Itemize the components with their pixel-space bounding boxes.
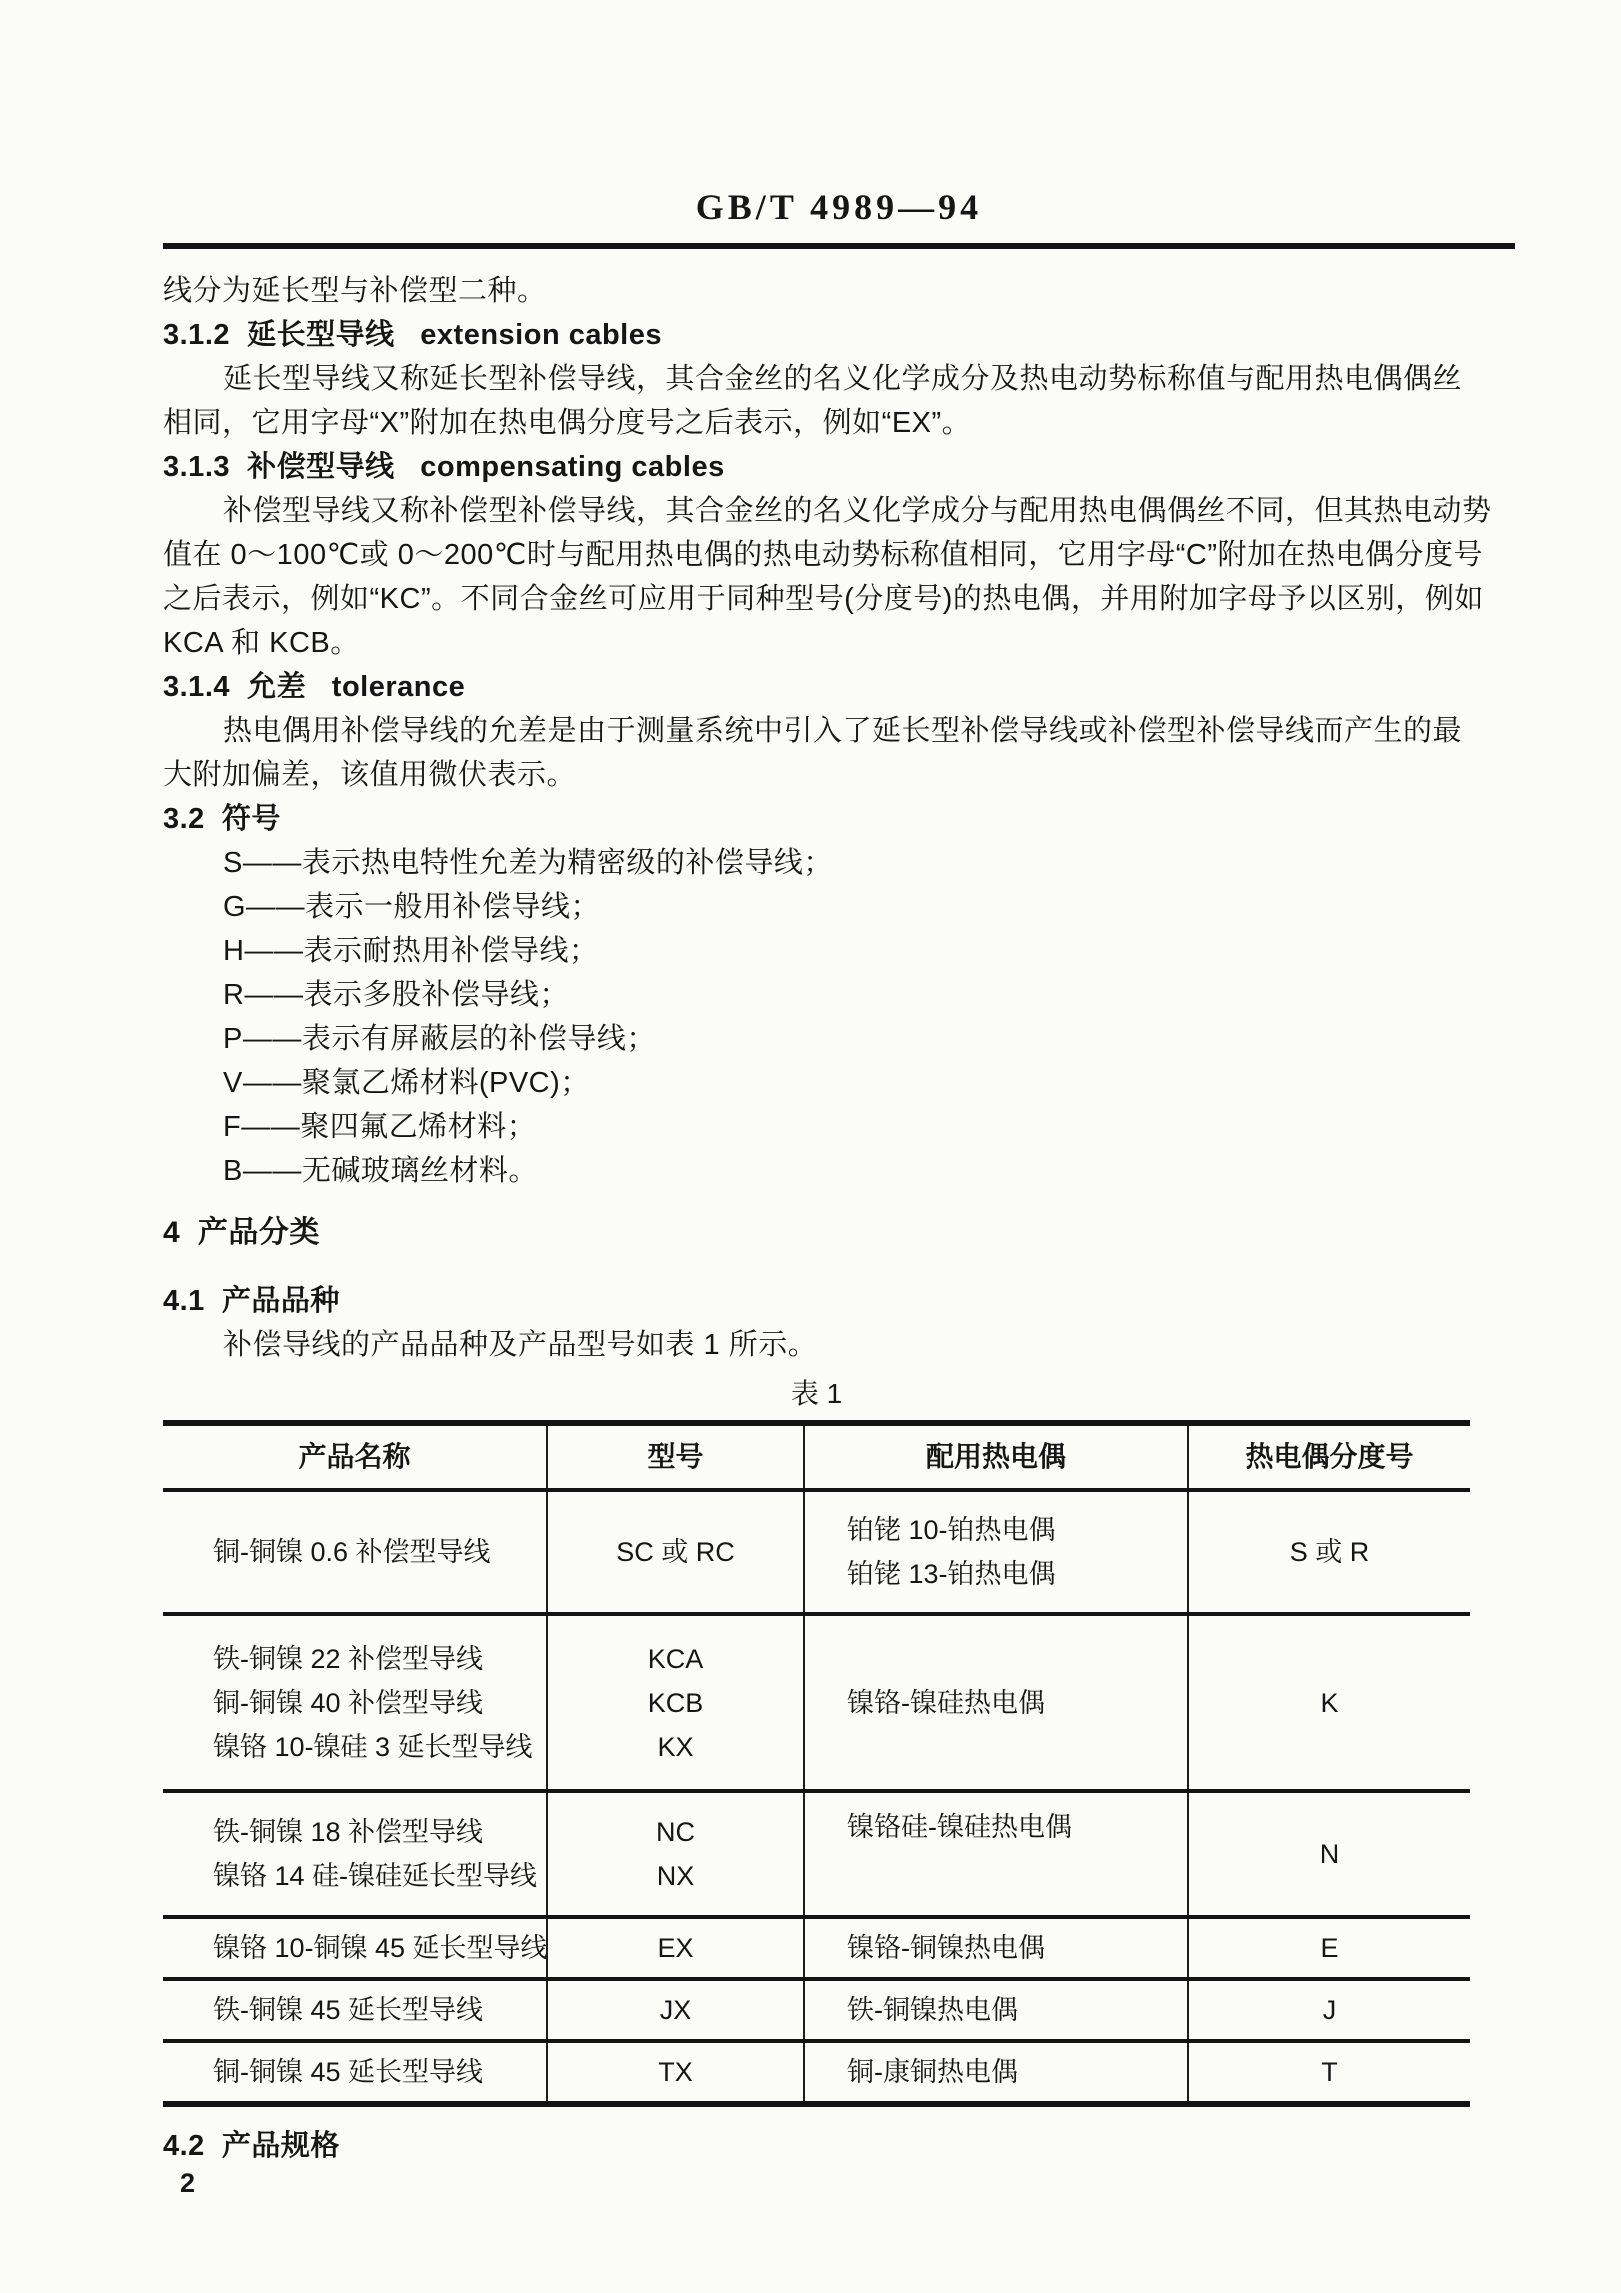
symbol-list-item: R——表示多股补偿导线； — [223, 979, 569, 1011]
cell-grade — [1187, 1616, 1470, 1789]
cell-product-names — [163, 1981, 546, 2039]
cell-product-names — [163, 1616, 546, 1789]
cell-grade — [1187, 1793, 1470, 1915]
grade-code: J — [1322, 1995, 1337, 2025]
column-header-thermocouple: 配用热电偶 — [803, 1426, 1187, 1488]
model-code: TX — [658, 2057, 693, 2087]
body-line: 之后表示，例如“KC”。不同合金丝可应用于同种型号(分度号)的热电偶，并用附加字母予以区别，例如 — [163, 583, 1484, 615]
table-row — [163, 1793, 1470, 1919]
cell-models — [546, 1919, 803, 1977]
column-header-model: 型号 — [546, 1426, 803, 1488]
thermocouple-name: 铜-康铜热电偶 — [847, 2057, 1018, 2087]
cell-product-names — [163, 1793, 546, 1915]
thermocouple-name: 镍铬硅-镍硅热电偶 — [847, 1812, 1072, 1842]
cell-thermocouples — [803, 1981, 1187, 2039]
symbol-list-item: F——聚四氟乙烯材料； — [223, 1111, 537, 1143]
cell-product-names — [163, 1919, 546, 1977]
grade-code: E — [1320, 1933, 1339, 1963]
cell-thermocouples — [803, 1616, 1187, 1789]
cell-models — [546, 1793, 803, 1915]
table-caption: 表 1 — [790, 1378, 843, 1409]
grade-code: K — [1320, 1687, 1339, 1718]
grade-code: S 或 R — [1289, 1537, 1370, 1567]
model-code: NX — [656, 1861, 695, 1891]
model-code: KCB — [647, 1687, 704, 1718]
table-row — [163, 1492, 1470, 1616]
thermocouple-name: 镍铬-铜镍热电偶 — [847, 1933, 1045, 1963]
thermocouple-name: 铁-铜镍热电偶 — [847, 1995, 1018, 2025]
body-line: 相同，它用字母“X”附加在热电偶分度号之后表示，例如“EX”。 — [163, 407, 972, 439]
body-line: 补偿型导线又称补偿型补偿导线，其合金丝的名义化学成分与配用热电偶偶丝不同，但其热电动势 — [223, 495, 1492, 527]
product-classification-table — [163, 1420, 1470, 2107]
table-row — [163, 2043, 1470, 2107]
model-code: KX — [657, 1731, 694, 1762]
cell-thermocouples — [803, 1793, 1187, 1915]
section-heading: 3.1.4 允差 tolerance — [163, 671, 466, 703]
cell-product-names — [163, 2043, 546, 2101]
cell-models — [546, 1616, 803, 1789]
section-heading: 4.1 产品品种 — [163, 1285, 340, 1317]
table-row — [163, 1981, 1470, 2043]
symbol-list-item: H——表示耐热用补偿导线； — [223, 935, 599, 967]
cell-grade — [1187, 1919, 1470, 1977]
section-heading: 3.1.2 延长型导线 extension cables — [163, 319, 662, 351]
product-name: 铁-铜镍 22 补偿型导线 — [213, 1643, 484, 1674]
body-line: 补偿导线的产品品种及产品型号如表 1 所示。 — [223, 1329, 818, 1361]
thermocouple-name: 铂铑 13-铂热电偶 — [847, 1559, 1056, 1589]
body-line: 延长型导线又称延长型补偿导线，其合金丝的名义化学成分及热电动势标称值与配用热电偶偶丝 — [223, 363, 1463, 395]
symbol-list-item: P——表示有屏蔽层的补偿导线； — [223, 1023, 656, 1055]
product-name: 铁-铜镍 18 补偿型导线 — [213, 1817, 484, 1847]
header-rule — [163, 243, 1515, 249]
section-heading: 3.1.3 补偿型导线 compensating cables — [163, 451, 725, 483]
product-name: 铜-铜镍 45 延长型导线 — [213, 2057, 484, 2087]
product-name: 铁-铜镍 45 延长型导线 — [213, 1995, 484, 2025]
product-name: 镍铬 10-镍硅 3 延长型导线 — [213, 1731, 533, 1762]
product-name: 镍铬 14 硅-镍硅延长型导线 — [213, 1861, 538, 1891]
model-code: NC — [656, 1817, 695, 1847]
cell-thermocouples — [803, 2043, 1187, 2101]
product-name: 铜-铜镍 0.6 补偿型导线 — [213, 1537, 491, 1567]
body-line: 线分为延长型与补偿型二种。 — [163, 275, 547, 307]
table-row — [163, 1919, 1470, 1981]
product-name: 铜-铜镍 40 补偿型导线 — [213, 1687, 484, 1718]
table-header-row — [163, 1426, 1470, 1492]
model-code: SC 或 RC — [616, 1537, 735, 1567]
cell-thermocouples — [803, 1492, 1187, 1612]
cell-models — [546, 2043, 803, 2101]
body-line: 值在 0～100℃或 0～200℃时与配用热电偶的热电动势标称值相同，它用字母“C”附加在热电偶分度号 — [163, 539, 1484, 571]
section-heading: 4.2 产品规格 — [163, 2130, 340, 2162]
body-line: 热电偶用补偿导线的允差是由于测量系统中引入了延长型补偿导线或补偿型补偿导线而产生的最 — [223, 715, 1463, 747]
cell-grade — [1187, 1492, 1470, 1612]
product-name: 镍铬 10-铜镍 45 延长型导线 — [213, 1933, 548, 1963]
column-header-product-name: 产品名称 — [298, 1441, 411, 1472]
symbol-list-item: B——无碱玻璃丝材料。 — [223, 1155, 538, 1187]
cell-models — [546, 1492, 803, 1612]
cell-models — [546, 1981, 803, 2039]
thermocouple-name: 铂铑 10-铂热电偶 — [847, 1515, 1056, 1545]
thermocouple-name: 镍铬-镍硅热电偶 — [847, 1687, 1045, 1718]
column-header-grade: 热电偶分度号 — [1187, 1426, 1470, 1488]
page-number: 2 — [180, 2168, 196, 2198]
cell-grade — [1187, 2043, 1470, 2101]
grade-code: N — [1319, 1839, 1340, 1869]
symbol-list-item: S——表示热电特性允差为精密级的补偿导线； — [223, 847, 833, 879]
cell-product-names — [163, 1492, 546, 1612]
body-line: KCA 和 KCB。 — [163, 627, 360, 659]
grade-code: T — [1321, 2057, 1338, 2087]
symbol-list-item: V——聚氯乙烯材料(PVC)； — [223, 1067, 590, 1099]
table-row — [163, 1616, 1470, 1793]
symbol-list-item: G——表示一般用补偿导线； — [223, 891, 601, 923]
cell-thermocouples — [803, 1919, 1187, 1977]
section-heading: 3.2 符号 — [163, 803, 281, 835]
cell-grade — [1187, 1981, 1470, 2039]
model-code: KCA — [647, 1643, 704, 1674]
model-code: EX — [657, 1933, 694, 1963]
body-line: 大附加偏差，该值用微伏表示。 — [163, 759, 577, 791]
chapter-heading: 4 产品分类 — [163, 1216, 320, 1249]
standard-code-header: GB/T 4989—94 — [695, 187, 983, 227]
model-code: JX — [659, 1995, 692, 2025]
